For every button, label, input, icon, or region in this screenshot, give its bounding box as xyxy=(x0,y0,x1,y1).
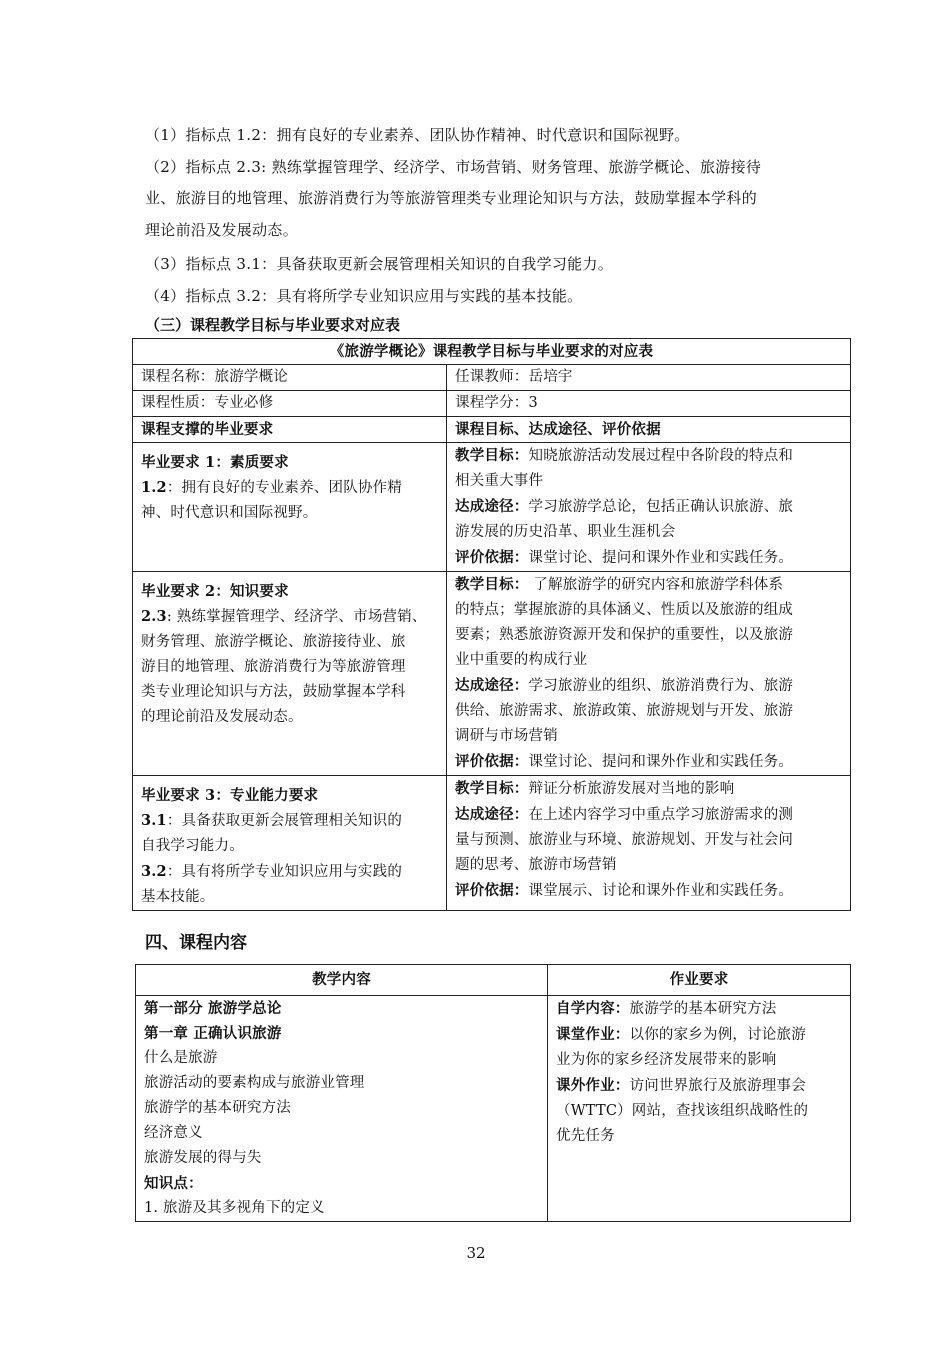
path-text: 学习旅游业的组织、旅游消费行为、旅游 xyxy=(528,678,794,694)
content-cell xyxy=(136,996,548,1222)
goal-label: 教学目标： xyxy=(455,576,529,593)
requirement-text: 财务管理、旅游学概论、旅游接待业、旅 xyxy=(141,634,406,650)
eval-label: 评价依据： xyxy=(455,882,529,899)
path-text: 游发展的历史沿革、职业生涯机会 xyxy=(455,524,676,540)
objectives-requirements-table xyxy=(132,338,851,911)
table-row xyxy=(133,443,851,572)
goal-label: 教学目标： xyxy=(455,780,529,797)
path-label: 达成途径： xyxy=(455,677,529,694)
section-3-title: （三）课程教学目标与毕业要求对应表 xyxy=(145,316,401,334)
knowledge-label: 知识点： xyxy=(144,1175,203,1192)
requirement-text: : 熟练掌握管理学、经济学、市场营销、 xyxy=(166,609,427,625)
path-text: 量与预测、旅游业与环境、旅游规划、开发与社会问 xyxy=(455,832,794,848)
path-text: 供给、旅游需求、旅游政策、旅游规划与开发、旅游 xyxy=(455,703,794,719)
requirement-text: 神、时代意识和国际视野。 xyxy=(141,505,318,521)
column-head-assignments: 作业要求 xyxy=(548,965,851,996)
table-row xyxy=(133,776,851,911)
knowledge-item: 1. 旅游及其多视角下的定义 xyxy=(144,1200,325,1216)
indicator-code: 2.3 xyxy=(141,608,167,625)
eval-text: 课堂展示、讨论和课外作业和实践任务。 xyxy=(528,883,794,899)
requirement-cell xyxy=(133,776,447,911)
requirement-text: ：具有将所学专业知识应用与实践的 xyxy=(166,864,403,880)
requirement-cell xyxy=(133,572,447,776)
paragraph-indicator-3-1: （3）指标点 3.1：具备获取更新会展管理相关知识的自我学习能力。 xyxy=(145,255,614,273)
goal-text: 相关重大事件 xyxy=(455,473,544,489)
requirement-text: ：具备获取更新会展管理相关知识的 xyxy=(166,813,403,829)
column-head-objectives: 课程目标、达成途径、评价依据 xyxy=(447,417,851,443)
paragraph-indicator-2-3-line2: 业、旅游目的地管理、旅游消费行为等旅游管理类专业理论知识与方法，鼓励掌握本学科的 xyxy=(145,189,758,207)
goal-text: 知晓旅游活动发展过程中各阶段的特点和 xyxy=(528,448,794,464)
requirement-text: 的理论前沿及发展动态。 xyxy=(141,709,303,725)
paragraph-indicator-3-2: （4）指标点 3.2：具有将所学专业知识应用与实践的基本技能。 xyxy=(145,287,583,305)
table-title: 《旅游学概论》课程教学目标与毕业要求的对应表 xyxy=(133,339,851,365)
paragraph-indicator-1-2: （1）指标点 1.2：拥有良好的专业素养、团队协作精神、时代意识和国际视野。 xyxy=(145,126,690,144)
requirement-text: 基本技能。 xyxy=(141,889,215,905)
indicator-code: 3.1 xyxy=(141,812,167,829)
goal-text: 辩证分析旅游发展对当地的影响 xyxy=(528,781,735,797)
course-name: 课程名称：旅游学概论 xyxy=(133,365,447,391)
list-item: 旅游学的基本研究方法 xyxy=(144,1100,291,1116)
path-text: 调研与市场营销 xyxy=(455,728,558,744)
requirement-text: 游目的地管理、旅游消费行为等旅游管理 xyxy=(141,659,406,675)
eval-text: 课堂讨论、提问和课外作业和实践任务。 xyxy=(528,550,794,566)
course-teacher: 任课教师：岳培宇 xyxy=(447,365,851,391)
requirement-cell xyxy=(133,443,447,572)
class-work-label: 课堂作业： xyxy=(556,1026,630,1043)
eval-text: 课堂讨论、提问和课外作业和实践任务。 xyxy=(528,754,794,770)
requirement-title: 毕业要求 1：素质要求 xyxy=(141,454,289,471)
objective-cell xyxy=(447,443,851,572)
indicator-code: 1.2 xyxy=(141,479,167,496)
class-work-text: 以你的家乡为例，讨论旅游 xyxy=(629,1027,806,1043)
requirement-text: 类专业理论知识与方法，鼓励掌握本学科 xyxy=(141,684,406,700)
self-study-text: 旅游学的基本研究方法 xyxy=(629,1001,777,1017)
requirement-title: 毕业要求 2：知识要求 xyxy=(141,583,289,600)
course-nature: 课程性质：专业必修 xyxy=(133,391,447,417)
goal-text: 要素；熟悉旅游资源开发和保护的重要性，以及旅游 xyxy=(455,627,794,643)
list-item: 经济意义 xyxy=(144,1125,203,1141)
requirement-title: 毕业要求 3：专业能力要求 xyxy=(141,787,319,804)
list-item: 什么是旅游 xyxy=(144,1050,218,1066)
objective-cell xyxy=(447,776,851,911)
goal-text: 了解旅游学的研究内容和旅游学科体系 xyxy=(528,577,784,593)
paragraph-indicator-2-3-line3: 理论前沿及发展动态。 xyxy=(145,221,299,239)
class-work-text: 业为你的家乡经济发展带来的影响 xyxy=(556,1052,777,1068)
homework-text: （WTTC）网站，查找该组织战略性的 xyxy=(556,1103,809,1119)
self-study-label: 自学内容： xyxy=(556,1000,630,1017)
eval-label: 评价依据： xyxy=(455,549,529,566)
indicator-code: 3.2 xyxy=(141,863,167,880)
table-row xyxy=(133,572,851,776)
path-text: 题的思考、旅游市场营销 xyxy=(455,857,617,873)
goal-text: 业中重要的构成行业 xyxy=(455,652,588,668)
homework-text: 访问世界旅行及旅游理事会 xyxy=(629,1078,806,1094)
goal-text: 的特点；掌握旅游的具体涵义、性质以及旅游的组成 xyxy=(455,602,794,618)
chapter-title: 第一章 正确认识旅游 xyxy=(144,1025,282,1042)
column-head-requirements: 课程支撑的毕业要求 xyxy=(133,417,447,443)
list-item: 旅游发展的得与失 xyxy=(144,1150,262,1166)
assignment-cell xyxy=(548,996,851,1222)
homework-label: 课外作业： xyxy=(556,1077,630,1094)
course-credit: 课程学分：3 xyxy=(447,391,851,417)
path-label: 达成途径： xyxy=(455,498,529,515)
path-label: 达成途径： xyxy=(455,806,529,823)
list-item: 旅游活动的要素构成与旅游业管理 xyxy=(144,1075,365,1091)
requirement-text: ：拥有良好的专业素养、团队协作精 xyxy=(166,480,403,496)
homework-text: 优先任务 xyxy=(556,1128,615,1144)
objective-cell xyxy=(447,572,851,776)
requirement-text: 自我学习能力。 xyxy=(141,838,244,854)
eval-label: 评价依据： xyxy=(455,753,529,770)
section-4-title: 四、课程内容 xyxy=(145,933,247,953)
path-text: 在上述内容学习中重点学习旅游需求的测 xyxy=(528,807,794,823)
column-head-content: 教学内容 xyxy=(136,965,548,996)
path-text: 学习旅游学总论，包括正确认识旅游、旅 xyxy=(528,499,794,515)
course-content-table xyxy=(135,964,851,1222)
paragraph-indicator-2-3-line1: （2）指标点 2.3: 熟练掌握管理学、经济学、市场营销、财务管理、旅游学概论、旅游接待 xyxy=(145,158,762,176)
part-title: 第一部分 旅游学总论 xyxy=(144,1000,282,1017)
page-number: 32 xyxy=(466,1244,486,1262)
goal-label: 教学目标： xyxy=(455,447,529,464)
